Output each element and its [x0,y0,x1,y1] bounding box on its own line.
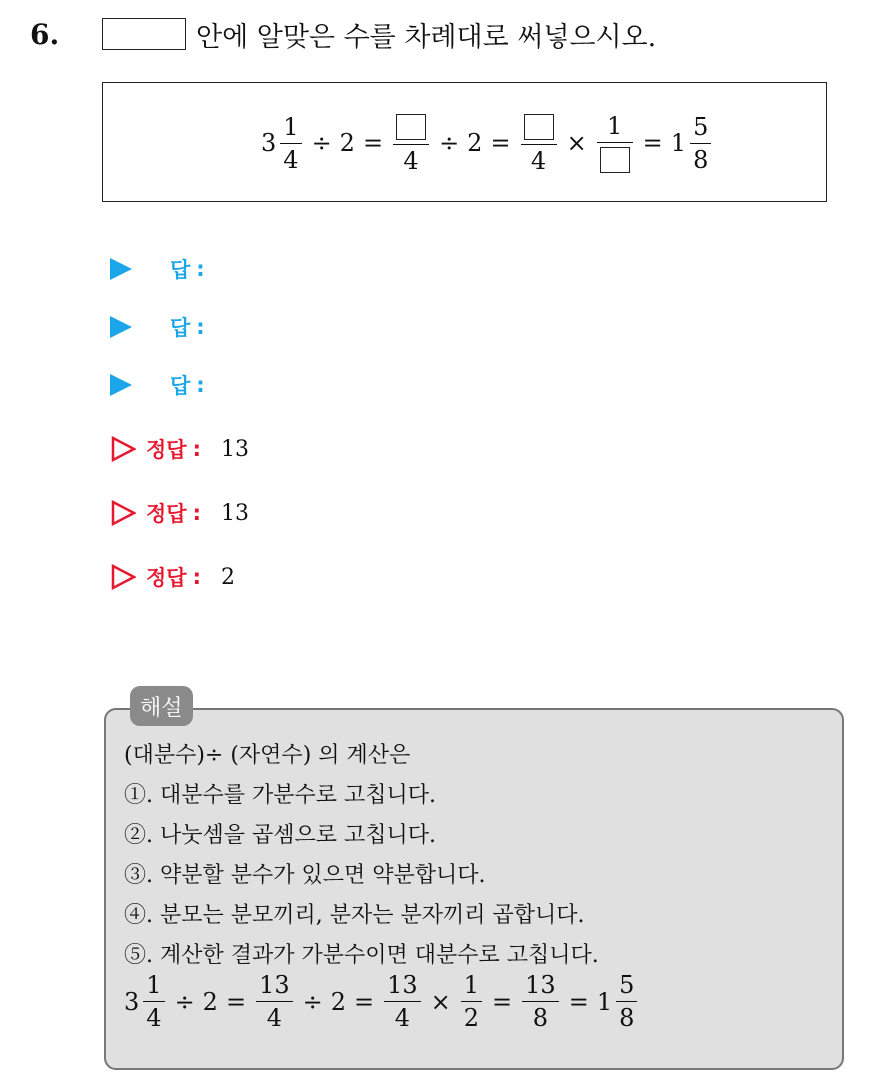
outline-triangle-icon [110,500,136,526]
fraction [384,972,421,1031]
play-arrow-icon [110,374,132,396]
solution-line: ③. 약분할 분수가 있으면 약분합니다. [124,863,486,888]
problem-equation [261,101,713,185]
question-number: 6. [30,18,60,51]
divisor: 2 [330,987,346,1016]
equals-sign: = [568,987,589,1016]
correct-answer-1 [110,432,249,466]
fraction-numerator: 1 [463,971,480,999]
fraction [256,972,293,1031]
fraction-numerator: 5 [619,971,635,999]
answer-colon: : [196,257,205,281]
correct-answer-2 [110,496,249,530]
fraction-bar [256,1001,293,1002]
fraction-bar [597,142,633,143]
fraction-numerator: 1 [607,111,623,140]
fraction-numerator: 13 [387,971,418,999]
fraction-numerator [521,113,557,141]
divisor: 2 [202,987,218,1016]
fraction [143,972,164,1031]
fraction-denominator: 8 [693,145,709,174]
fraction [522,972,559,1031]
answer-label: 답 [170,374,191,398]
fraction-numerator [393,113,429,141]
solution-line: ⑤. 계산한 결과가 가분수이면 대분수로 고칩니다. [124,943,599,968]
answer-line-2[interactable] [110,310,205,344]
correct-label: 정답 [146,502,187,526]
fraction-denominator: 4 [146,1004,162,1032]
blank-box [102,18,186,50]
fraction-blank-over-4 [393,113,429,174]
equals-sign: = [490,129,511,157]
equals-sign: = [354,987,375,1016]
divide-sign: ÷ [311,129,332,157]
fraction-denominator: 2 [463,1004,480,1032]
play-arrow-icon [110,316,132,338]
fraction-1-over-blank [597,113,633,174]
correct-colon: : [192,501,201,525]
answer-blank-3[interactable] [600,147,630,173]
result-whole: 1 [670,129,687,157]
answer-line-3[interactable] [110,368,205,402]
fraction-numerator: 13 [525,971,556,999]
answer-colon: : [196,315,205,339]
fraction-bar [690,143,711,144]
fraction-one-quarter [280,114,301,173]
fraction-blank-over-4 [521,113,557,174]
solution-line: (대분수)÷ (자연수) 의 계산은 [124,743,411,768]
divide-sign: ÷ [302,987,323,1016]
question-line [102,14,656,54]
play-arrow-icon [110,258,132,280]
fraction-bar [616,1001,637,1002]
solution-line: ①. 대분수를 가분수로 고칩니다. [124,783,436,808]
fraction-denominator: 4 [530,146,547,175]
answer-blank-1[interactable] [396,114,426,140]
correct-value: 2 [220,564,235,590]
correct-label: 정답 [146,438,187,462]
fraction-denominator: 4 [283,145,299,174]
fraction-denominator: 4 [394,1004,411,1032]
answer-label: 답 [170,258,191,282]
fraction-bar [143,1001,164,1002]
fraction-bar [280,143,301,144]
correct-colon: : [192,565,201,589]
fraction-bar [522,1001,559,1002]
divide-sign: ÷ [439,129,460,157]
solution-tab: 해설 [130,686,193,726]
question-instruction: 안에 알맞은 수를 차례대로 써넣으시오. [196,21,657,53]
outline-triangle-icon [110,436,136,462]
outline-triangle-icon [110,564,136,590]
fraction-numerator: 5 [693,112,709,141]
fraction-denominator: 8 [532,1004,549,1032]
fraction-denominator: 4 [403,146,419,175]
mixed-whole: 3 [124,987,140,1016]
fraction-bar [461,1001,482,1002]
fraction [461,972,482,1031]
answer-line-1[interactable] [110,252,205,286]
equals-sign: = [362,129,384,157]
correct-label: 정답 [146,566,187,590]
fraction-bar [384,1001,421,1002]
divisor: 2 [339,129,355,157]
fraction-bar [521,144,557,145]
result-fraction [690,114,711,173]
equals-sign: = [225,987,247,1016]
fraction-numerator: 13 [259,971,290,999]
mixed-whole: 3 [261,129,277,157]
times-sign: × [566,129,587,157]
times-sign: × [430,987,451,1016]
equals-sign: = [492,987,513,1016]
solution-line: ④. 분모는 분모끼리, 분자는 분자끼리 곱합니다. [124,903,585,928]
divisor: 2 [467,129,483,157]
fraction-numerator: 1 [283,112,299,141]
correct-value: 13 [220,436,249,462]
fraction-numerator: 1 [146,971,162,999]
correct-colon: : [192,437,201,461]
fraction-bar [393,144,429,145]
divide-sign: ÷ [174,987,195,1016]
correct-value: 13 [220,500,249,526]
fraction-denominator: 4 [266,1004,282,1032]
solution-steps [124,736,599,976]
answer-label: 답 [170,316,191,340]
equals-sign: = [642,129,663,157]
fraction-denominator [597,146,633,174]
answer-blank-2[interactable] [524,114,554,140]
fraction-denominator: 8 [619,1004,635,1032]
correct-answer-3 [110,560,235,594]
equation-box [102,82,827,202]
solution-line: ②. 나눗셈을 곱셈으로 고칩니다. [124,823,436,848]
result-fraction [616,972,637,1031]
solution-equation [124,972,639,1031]
result-whole: 1 [596,987,613,1016]
answer-colon: : [196,373,205,397]
